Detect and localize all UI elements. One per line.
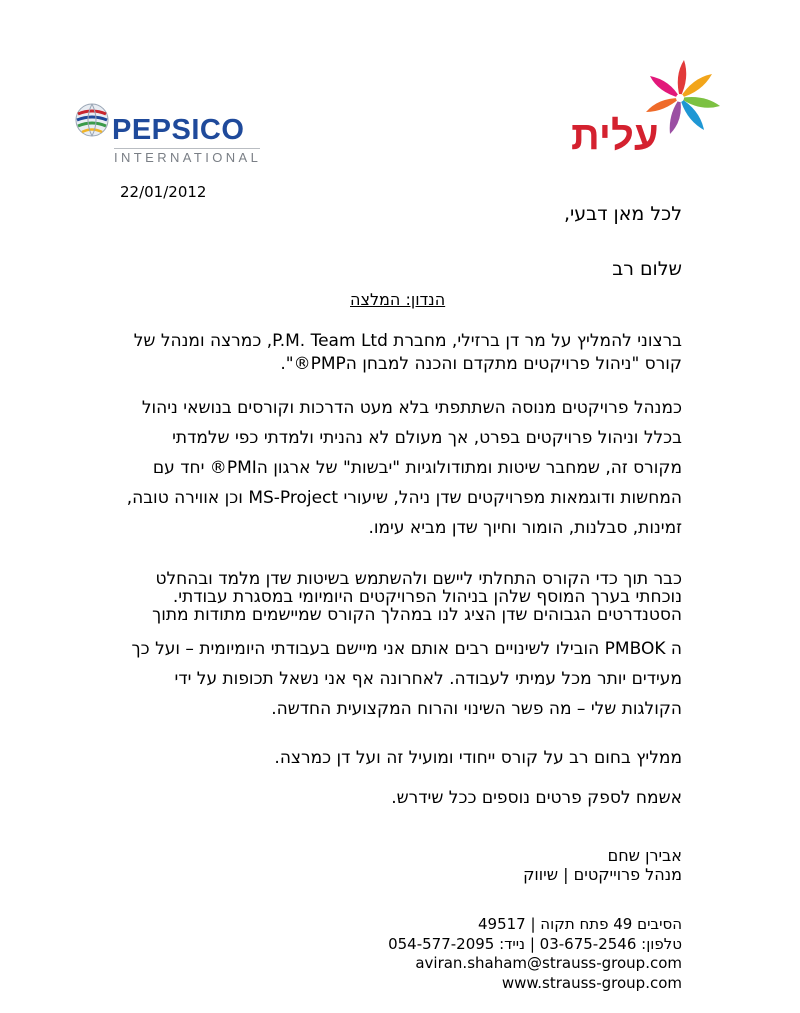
pepsico-divider <box>114 148 260 149</box>
elite-wordmark: עלית <box>571 114 659 158</box>
pepsico-logo <box>74 100 264 175</box>
paragraph-line: נוכחתי בערך המוסף שלהן בניהול הפרויקטים היומיומי במסגרת עבודתי. <box>172 587 682 607</box>
contact-address: הסיבים 49 פתח תקוה | 49517 <box>478 915 682 933</box>
paragraph-line: מעידים יותר מכל עמיתי לעבודה. לאחרונה אף אני נשאל תכופות על ידי <box>174 669 682 689</box>
paragraph-line: כבר תוך כדי הקורס התחלתי ליישם ולהשתמש בשיטות שדן מלמד ובהחלט <box>155 569 682 589</box>
pepsico-globe-icon <box>74 102 110 138</box>
paragraph-offer: אשמח לספק פרטים נוספים ככל שידרש. <box>391 788 682 808</box>
contact-phones: טלפון: 03-675-2546 | נייד: 054-577-2095 <box>388 934 682 953</box>
signer-title: מנהל פרוייקטים | שיווק <box>523 865 682 884</box>
paragraph-line: הסטנדרטים הגבוהים שדן הציג לנו במהלך הקורס שמיישמים מתודות מתוך <box>152 605 682 625</box>
pepsico-subtitle: INTERNATIONAL <box>114 150 262 165</box>
paragraph-recommendation: ממליץ בחום רב על קורס ייחודי ומועיל זה ועל דן כמרצה. <box>274 748 682 768</box>
elite-logo <box>565 56 730 176</box>
paragraph-line: ברצוני להמליץ על מר דן ברזילי, מחברת P.M. Team Ltd, כמרצה ומנהל של <box>133 331 682 351</box>
paragraph-application <box>132 570 682 724</box>
paragraph-line: קורס "ניהול פרויקטים מתקדם והכנה למבחן הPMP®". <box>280 354 682 374</box>
contact-block <box>388 915 682 993</box>
signer-name: אבירן שחם <box>607 846 682 865</box>
pepsico-wordmark: PEPSICO <box>112 114 245 146</box>
paragraph-line: כמנהל פרויקטים מנוסה השתתפתי בלא מעט הדרכות וקורסים בנושאי ניהול <box>141 398 682 418</box>
contact-email[interactable]: aviran.shaham@strauss-group.com <box>415 954 682 972</box>
greeting: לכל מאן דבעי, <box>563 203 682 225</box>
signature-block <box>523 846 682 884</box>
paragraph-experience <box>127 393 682 543</box>
paragraph-intro <box>134 330 682 376</box>
paragraph-line: מקורס זה, שמחבר שיטות ומתודולוגיות "יבשות" של ארגון הPMI® יחד עם <box>152 458 682 478</box>
letter-date: 22/01/2012 <box>120 183 207 201</box>
paragraph-line: ה PMBOK הובילו לשינויים רבים אותם אני מיישם בעבודתי היומיומית – ועל כך <box>131 639 682 659</box>
paragraph-line: המחשות ודוגמאות מפרויקטים שדן ניהל, שיעורי MS-Project וכן אווירה טובה, <box>126 488 682 508</box>
salutation: שלום רב <box>612 258 682 280</box>
contact-website[interactable]: www.strauss-group.com <box>501 973 682 992</box>
paragraph-line: הקולגות שלי – מה פשר השינוי והרוח המקצועית החדשה. <box>271 699 682 719</box>
subject-line: הנדון: המלצה <box>350 290 446 309</box>
paragraph-line: זמינות, סבלנות, הומור וחיוך שדן מביא עימו. <box>368 518 682 538</box>
paragraph-line: בכלל וניהול פרויקטים בפרט, אך מעולם לא נהניתי ולמדתי כפי שלמדתי <box>172 428 682 448</box>
